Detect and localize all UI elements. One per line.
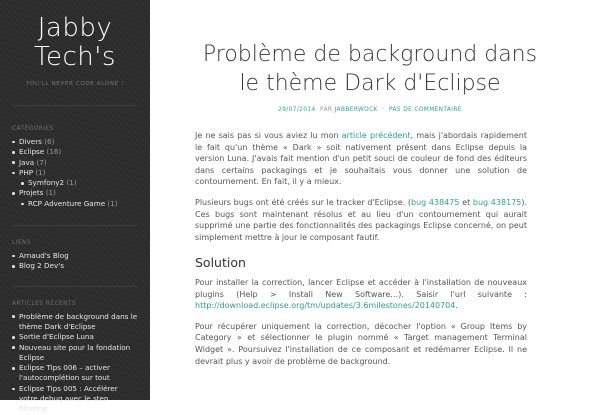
recent-posts-list	[12, 312, 138, 415]
post-comments-link[interactable]: PAS DE COMMENTAIRE	[389, 107, 462, 113]
post-title	[195, 40, 545, 98]
category-label[interactable]: Symfony2	[28, 178, 65, 188]
links-title: LIENS	[12, 240, 32, 247]
categories-title: CATÉGORIES	[12, 126, 54, 132]
recent-post-link[interactable]: Nouveau site pour la fondation Eclipse	[12, 343, 138, 364]
categories-list	[12, 137, 138, 209]
post-title-line2: le thème Dark d'Eclipse	[239, 71, 501, 96]
category-count: (1)	[45, 188, 56, 198]
recent-post-link[interactable]: Sortie d'Eclipse Luna	[12, 332, 138, 342]
category-java[interactable]	[12, 158, 138, 168]
category-label[interactable]: RCP Adventure Game	[28, 198, 106, 208]
link-arnauds-blog[interactable]: Arnaud's Blog	[12, 251, 138, 261]
category-label[interactable]: Divers	[19, 137, 42, 146]
post-date-link[interactable]: 29/07/2014	[278, 107, 316, 113]
bug-438175-link[interactable]: bug 438175	[472, 197, 522, 207]
previous-article-link[interactable]: article précédent	[341, 131, 411, 140]
category-projets[interactable]	[12, 188, 138, 198]
site-title-line1: Jabby	[37, 13, 113, 43]
category-divers[interactable]	[12, 137, 138, 147]
paragraph-intro	[195, 130, 527, 188]
text: Plusieurs bugs ont été créés sur le tracker d'Eclipse. (	[195, 197, 412, 207]
site-title-line2: Tech's	[34, 42, 116, 72]
post-by: PAR	[320, 107, 333, 113]
category-label[interactable]: Java	[19, 157, 35, 167]
bug-438475-link[interactable]: bug 438475	[411, 197, 460, 207]
text: Pour installer la correction, lancer Eclipse et accéder à l'installation de nouveaux plugins (Help > Install New Software…). Saisir l'url suivante :	[195, 277, 527, 299]
text: et	[459, 197, 473, 207]
category-label[interactable]: PHP	[19, 167, 34, 177]
link-blog-2-devs[interactable]: Blog 2 Dev's	[12, 261, 138, 271]
paragraph-correction: Pour récupérer uniquement la correction, décocher l'option « Group Items by Category » et sélectionner le plugin nommé « Target management Terminal Widget ». Poursuivez l'installation de ce composant et redémarrer Eclipse. Il ne devrait plus y avoir de problème de background.	[195, 321, 527, 366]
text: , mais j'abordais rapidement le fait qu'un thème « Dark » soit nativement présent dans Eclipse depuis la version Luna. J'avais fait mention d'un petit souci de couleur de fond des éditeurs dans certains packagings et je souhaitais vous donner une solution de contournement. En fait, il y a mieux.	[195, 131, 527, 187]
sidebar-divider	[12, 286, 138, 287]
category-count: (16)	[46, 147, 62, 157]
site-title	[0, 14, 150, 72]
site-title-link[interactable]	[34, 13, 116, 72]
category-count: (7)	[36, 157, 47, 167]
links-widget	[0, 240, 150, 272]
category-count: (1)	[66, 178, 77, 188]
sidebar	[0, 0, 150, 414]
text: Je ne sais pas si vous aviez lu mon	[195, 131, 342, 140]
solution-heading: Solution	[195, 255, 246, 271]
paragraph-install	[195, 277, 527, 312]
category-count: (1)	[35, 167, 46, 177]
update-site-link[interactable]: http://download.eclipse.org/tm/updates/3.6milestones/20140704	[195, 301, 456, 311]
recent-post-link[interactable]: Problème de background dans le thème Dark d'Eclipse	[12, 312, 138, 333]
category-php[interactable]	[12, 168, 138, 178]
recent-post-link[interactable]: Eclipse Tips 006 – activer l'autocomplétion sur tout	[12, 363, 138, 384]
category-label[interactable]: Projets	[19, 188, 44, 198]
category-eclipse[interactable]	[12, 147, 138, 157]
post-meta	[195, 107, 545, 113]
category-count: (6)	[44, 137, 55, 146]
recent-posts-widget	[0, 301, 150, 415]
sidebar-divider	[12, 105, 138, 106]
meta-separator: ·	[382, 107, 385, 113]
post-title-line1: Problème de background dans	[202, 42, 538, 67]
category-label[interactable]: Eclipse	[19, 147, 45, 157]
category-rcp-adventure-game[interactable]	[21, 199, 138, 209]
site-tagline: YOU'LL NEVER CODE ALONE !	[26, 81, 124, 87]
recent-post-link[interactable]: Eclipse Tips 005 : Accélérer votre debug avec le step filtering	[12, 384, 138, 415]
category-count: (1)	[107, 198, 118, 208]
recent-posts-title: ARTICLES RÉCENTS	[12, 300, 77, 307]
post-author-link[interactable]: JABBERWOCK	[334, 107, 378, 113]
paragraph-bugs	[195, 197, 527, 243]
text: ). Ces bugs sont maintenant résolus et au lieu d'un contournement qui aurait supprimé une partie des fonctionnalités des packagings Eclipse concerné, on peut simplement mettre à jour le composant fautif.	[195, 197, 528, 242]
links-list	[12, 251, 138, 272]
categories-widget	[0, 126, 150, 209]
sidebar-divider	[12, 225, 138, 226]
post-content	[195, 130, 527, 376]
text: .	[455, 301, 458, 311]
category-symfony2[interactable]	[21, 178, 138, 188]
